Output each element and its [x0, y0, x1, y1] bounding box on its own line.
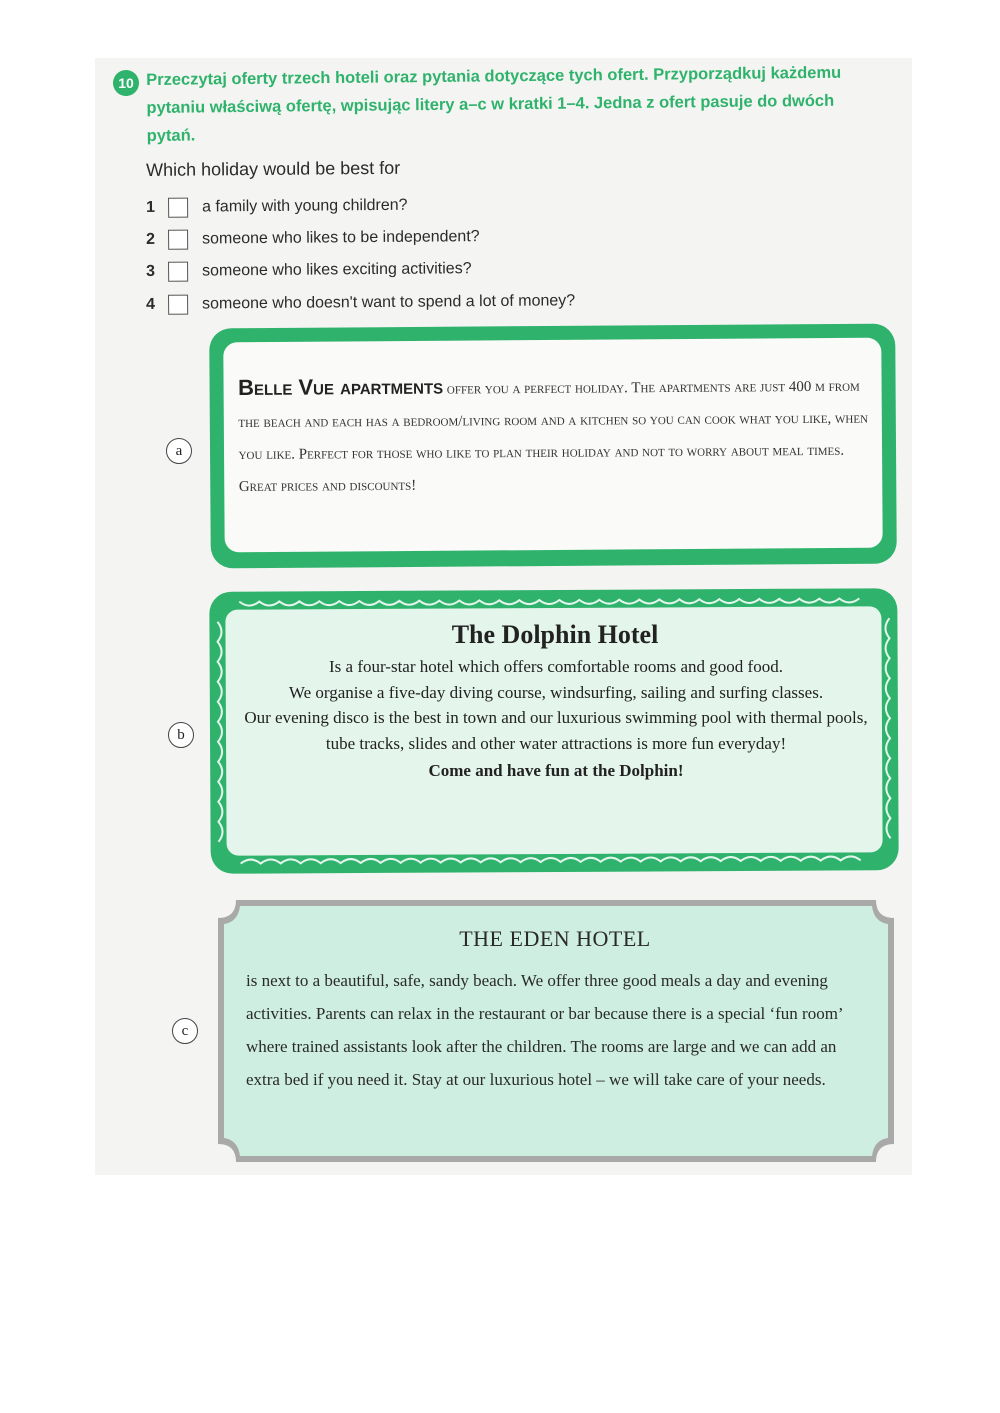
offer-b-paragraph: We organise a five-day diving course, windsurfing, sailing and surfing classes.	[288, 682, 824, 702]
offer-b-title: The Dolphin Hotel	[451, 620, 659, 649]
offer-b-paragraph: Our evening disco is the best in town and our luxurious swimming pool with thermal pools, tube tracks, slides and other water attractions is more fun everyday!	[244, 708, 868, 753]
exercise-number-badge: 10	[113, 70, 139, 96]
offer-a-body: offer you a perfect holiday. The apartments are just 400 m from the beach and each has a bedroom/living room and a kitchen so you can cook what you like, when you like. Perfect for those who like to plan their holiday and not to worry about meal times. Great prices and discounts!	[238, 378, 869, 495]
answer-checkbox[interactable]	[168, 198, 188, 218]
offer-letter-a: a	[166, 438, 192, 464]
offer-c-text: is next to a beautiful, safe, sandy beach. We offer three good meals a day and evening activities. Parents can relax in the restaurant or bar because there is a special ‘fun room’ where trained assistants look after the children. The rooms are large and we can add an extra bed if you need it. Stay at our luxurious hotel – we will take care of your needs.	[246, 971, 843, 1089]
offer-a-text	[238, 368, 869, 503]
exercise-instruction: Przeczytaj oferty trzech hoteli oraz pytania dotyczące tych ofert. Przyporządkuj każdemu pytaniu właściwą ofertę, wpisując litery a–c w kratki 1–4. Jedna z ofert pasuje do dwóch pytań.	[146, 63, 842, 145]
question-number: 4	[146, 295, 156, 313]
offer-b-paragraph: Is a four-star hotel which offers comfortable rooms and good food.	[329, 657, 783, 676]
offer-letter-c: c	[172, 1018, 198, 1044]
answer-checkbox[interactable]	[168, 230, 188, 250]
question-text: someone who doesn't want to spend a lot of money?	[202, 292, 576, 313]
question-item	[146, 257, 472, 284]
question-item	[146, 225, 480, 252]
question-title: Which holiday would be best for	[146, 157, 401, 180]
question-number: 1	[146, 198, 156, 216]
offer-b-call-to-action: Come and have fun at the Dolphin!	[428, 761, 684, 780]
offer-letter-b: b	[168, 722, 194, 748]
answer-checkbox[interactable]	[168, 262, 188, 282]
question-text: someone who likes to be independent?	[202, 228, 480, 248]
question-item	[146, 289, 575, 317]
question-item	[146, 194, 408, 220]
question-number: 2	[146, 230, 156, 248]
offer-c-title: THE EDEN HOTEL	[459, 926, 651, 951]
question-number: 3	[146, 262, 156, 280]
offer-a-brand: Belle Vue apartments	[238, 373, 444, 400]
question-text: a family with young children?	[202, 196, 408, 216]
answer-checkbox[interactable]	[168, 295, 188, 315]
offer-b-text	[240, 654, 872, 784]
question-text: someone who likes exciting activities?	[202, 260, 472, 280]
